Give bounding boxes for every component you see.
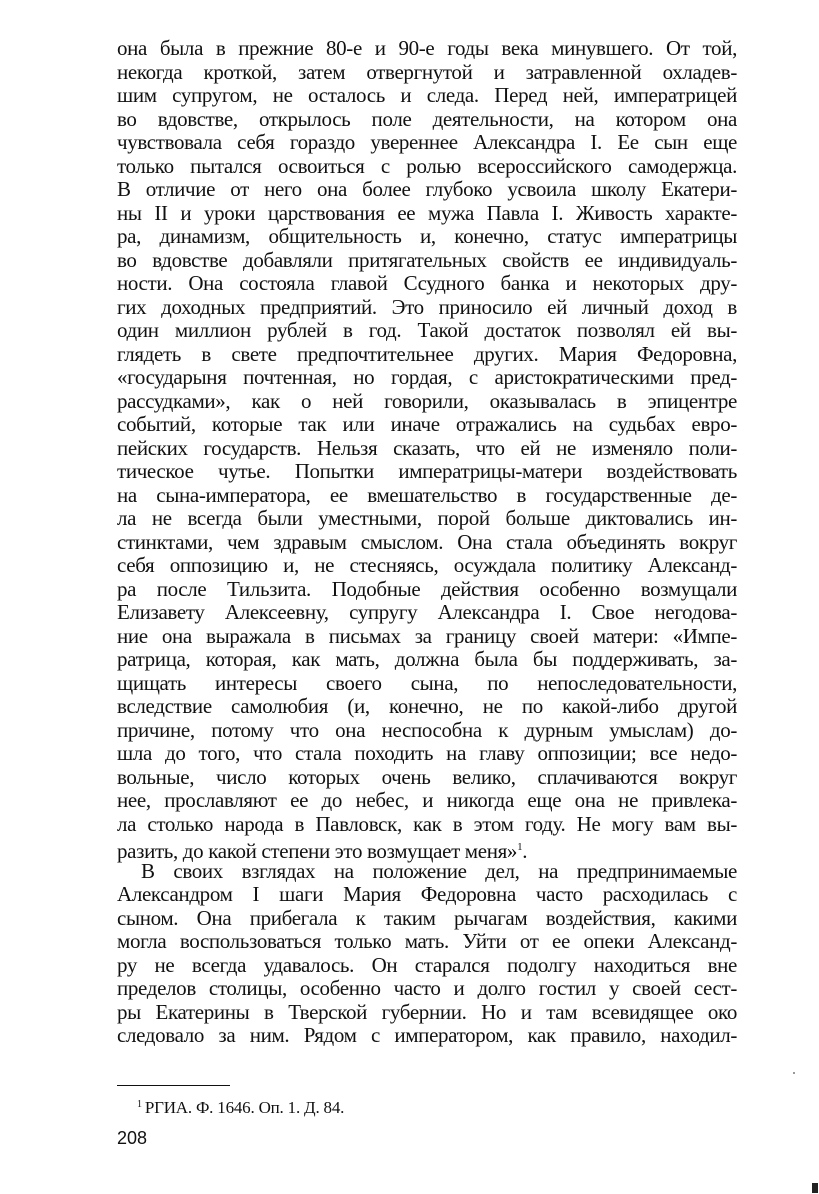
- text-line-content: гих доходных предприятий. Это приносило ей личный доход в: [117, 294, 737, 319]
- text-line-content: В своих взглядах на положение дел, на предпринимаемые: [141, 858, 737, 883]
- text-line: [117, 554, 737, 578]
- text-line: [117, 695, 737, 719]
- text-line-content: она была в прежние 80-е и 90-е годы века минувшего. От той,: [117, 36, 737, 60]
- text-line-content: один миллион рублей в год. Такой достаток позволял ей вы-: [117, 318, 737, 342]
- text-line: [117, 601, 737, 625]
- text-line: [117, 343, 737, 367]
- text-line-content: шла до того, что стала походить на главу оппозиции; все недо-: [117, 741, 737, 765]
- text-line: [117, 37, 737, 61]
- text-line-content: пределов столицы, особенно часто и долго гостил у своей сест-: [117, 976, 737, 1000]
- text-line-content: ру не всегда удавалось. Он старался подолгу находиться вне: [117, 952, 737, 977]
- text-line-content: В отличие от него она более глубоко усвоила школу Екатери-: [117, 177, 737, 201]
- page-number: 208: [117, 1128, 148, 1148]
- text-line: [117, 155, 737, 179]
- text-line: [117, 531, 737, 555]
- text-line: [117, 625, 737, 649]
- text-line: [117, 178, 737, 202]
- scan-artifact: [812, 1183, 818, 1193]
- text-line-content: вследствие самолюбия (и, конечно, не по какой-либо другой: [117, 694, 737, 718]
- text-line: [117, 131, 737, 155]
- text-line-content: Александром I шаги Мария Федоровна часто расходилась с: [117, 882, 737, 906]
- body-text: [117, 37, 737, 1048]
- text-line: [117, 108, 737, 132]
- footnote: [137, 1098, 344, 1118]
- text-line: [117, 719, 737, 743]
- footnote-reference[interactable]: 1: [517, 841, 523, 853]
- text-line-content: ности. Она состояла главой Ссудного банка и некоторых дру-: [117, 271, 737, 295]
- text-line: [117, 437, 737, 461]
- scan-artifact: [793, 1072, 795, 1074]
- text-line: [117, 484, 737, 508]
- text-line: [117, 84, 737, 108]
- text-line: [117, 766, 737, 790]
- text-line: [117, 390, 737, 414]
- text-line: [117, 977, 737, 1001]
- text-line: [117, 672, 737, 696]
- text-line: [117, 1024, 737, 1048]
- footnote-marker: 1: [137, 1099, 142, 1110]
- text-line-content: разить, до какой степени это возмущает меня»: [117, 839, 518, 863]
- text-line-content: глядеть в свете предпочтительнее других. Мария Федоровна,: [117, 341, 737, 366]
- text-line: [117, 249, 737, 273]
- text-line: [117, 907, 737, 931]
- text-line-content: ла столько народа в Павловск, как в этом году. Не могу вам вы-: [117, 811, 737, 836]
- text-line-content: себя оппозицию и, не стесняясь, осуждала политику Александ-: [117, 553, 737, 577]
- text-line-content: ние она выражала в письмах за границу своей матери: «Импе-: [117, 623, 737, 648]
- text-line: [117, 460, 737, 484]
- text-line: [117, 272, 737, 296]
- footnote-text: РГИА. Ф. 1646. Оп. 1. Д. 84.: [144, 1098, 345, 1117]
- text-line-content: «государыня почтенная, но гордая, с аристократическими пред-: [117, 365, 737, 389]
- text-line: [117, 319, 737, 343]
- text-line-content: на сына-императора, ее вмешательство в государственные де-: [117, 482, 737, 507]
- text-line-content: щищать интересы своего сына, по непоследовательности,: [117, 670, 737, 695]
- text-line-content: шим супругом, не осталось и следа. Перед ней, императрицей: [117, 83, 737, 107]
- text-line-content: тическое чутье. Попытки императрицы-матери воздействовать: [117, 459, 737, 483]
- text-line: [117, 742, 737, 766]
- text-line-content: ла не всегда были уместными, порой больше диктовались ин-: [117, 506, 737, 530]
- text-line: [117, 61, 737, 85]
- text-line-content: пейских государств. Нельзя сказать, что ей не изменяло поли-: [117, 435, 737, 460]
- text-line: [117, 813, 737, 837]
- text-line-content: рассудками», как о ней говорили, оказывалась в эпицентре: [117, 388, 737, 413]
- text-line: [117, 789, 737, 813]
- text-line: [117, 296, 737, 320]
- text-line-content: некогда кроткой, затем отвергнутой и затравленной охладев-: [117, 59, 737, 84]
- text-line-content: только пытался освоиться с ролью всероссийского самодержца.: [117, 153, 737, 178]
- footnote-divider: [117, 1085, 230, 1086]
- text-line: [117, 366, 737, 390]
- text-line-content: ра, динамизм, общительность и, конечно, статус императрицы: [117, 224, 737, 248]
- text-line-content: Елизавету Алексеевну, супругу Александра I. Свое негодова-: [117, 600, 737, 624]
- text-line-content: могла воспользоваться только мать. Уйти от ее опеки Александ-: [117, 929, 737, 953]
- text-line: разить, до какой степени это возмущает меня»$^1$.: [117, 839, 528, 863]
- text-line-content: причине, потому что она неспособна к дурным умыслам) до-: [117, 717, 737, 742]
- text-line-content: вольные, число которых очень велико, сплачиваются вокруг: [117, 764, 737, 789]
- text-line: [117, 1001, 737, 1025]
- text-line-content: событий, которые так или иначе отражались на судьбах евро-: [117, 412, 737, 436]
- text-line: [117, 883, 737, 907]
- text-line: [117, 860, 737, 884]
- text-line-content: ра после Тильзита. Подобные действия особенно возмущали: [117, 576, 737, 601]
- text-line: [117, 578, 737, 602]
- text-line-content: во вдовстве добавляли притягательных свойств ее индивидуаль-: [117, 247, 737, 272]
- text-line-content: чувствовала себя гораздо увереннее Александра I. Ее сын еще: [117, 130, 737, 154]
- text-line: [117, 507, 737, 531]
- text-line-content: во вдовстве, открылось поле деятельности, на котором она: [117, 106, 737, 131]
- text-line: [117, 954, 737, 978]
- text-line-content: ры Екатерины в Тверской губернии. Но и там всевидящее око: [117, 999, 737, 1024]
- text-line-content: ратрица, которая, как мать, должна была бы поддерживать, за-: [117, 647, 737, 671]
- text-line: [117, 648, 737, 672]
- text-line-content: следовало за ним. Рядом с императором, как правило, находил-: [117, 1023, 737, 1047]
- text-line: [117, 225, 737, 249]
- text-line-content: стинктами, чем здравым смыслом. Она стала объединять вокруг: [117, 529, 737, 554]
- text-line: [117, 202, 737, 226]
- text-line-content: сыном. Она прибегала к таким рычагам воздействия, какими: [117, 905, 737, 930]
- text-line: [117, 413, 737, 437]
- text-line-content: нее, прославляют ее до небес, и никогда еще она не привлека-: [117, 788, 737, 812]
- text-line-content: ны II и уроки царствования ее мужа Павла I. Живость характе-: [117, 200, 737, 225]
- text-line: [117, 930, 737, 954]
